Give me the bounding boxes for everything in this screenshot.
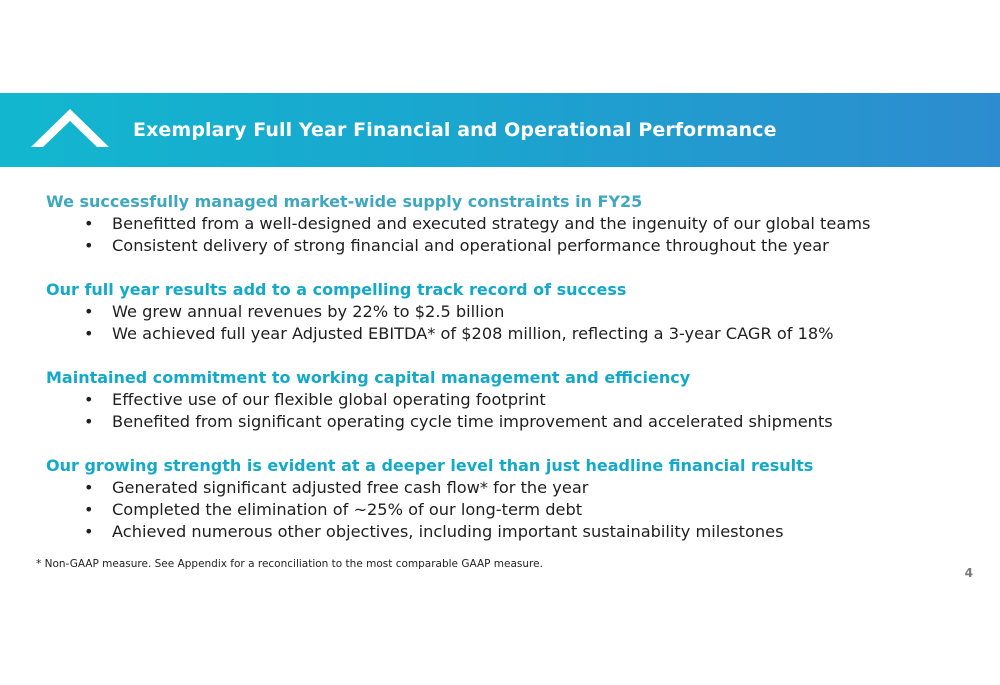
- bullet-text: We grew annual revenues by 22% to $2.5 billion: [112, 302, 505, 321]
- title-banner: [0, 93, 1000, 167]
- bullet-text: Benefitted from a well-designed and executed strategy and the ingenuity of our global teams: [112, 214, 871, 233]
- section-heading: We successfully managed market-wide supply constraints in FY25: [46, 192, 643, 211]
- section-heading: Our growing strength is evident at a deeper level than just headline financial results: [46, 456, 814, 475]
- chevron-up-logo-icon: [31, 107, 109, 147]
- bullet-item: [46, 499, 976, 521]
- bullet-dot: •: [84, 522, 94, 541]
- bullet-dot: •: [84, 214, 94, 233]
- section-supply-constraints: [46, 191, 976, 257]
- bullet-text: Generated significant adjusted free cash flow* for the year: [112, 478, 589, 497]
- bullet-dot: •: [84, 236, 94, 255]
- bullet-dot: •: [84, 324, 94, 343]
- bullet-dot: •: [84, 390, 94, 409]
- bullet-dot: •: [84, 302, 94, 321]
- bullet-list: [46, 301, 976, 345]
- bullet-text: Achieved numerous other objectives, including important sustainability milestones: [112, 522, 784, 541]
- bullet-list: [46, 389, 976, 433]
- section-growing-strength: [46, 455, 976, 543]
- bullet-list: [46, 477, 976, 543]
- bullet-item: [46, 389, 976, 411]
- bullet-list: [46, 213, 976, 257]
- section-heading: Maintained commitment to working capital management and efficiency: [46, 368, 691, 387]
- bullet-text: We achieved full year Adjusted EBITDA* of $208 million, reflecting a 3-year CAGR of 18%: [112, 324, 834, 343]
- bullet-dot: •: [84, 500, 94, 519]
- bullet-text: Benefited from significant operating cycle time improvement and accelerated shipments: [112, 412, 833, 431]
- bullet-item: [46, 301, 976, 323]
- page-number: 4: [964, 566, 973, 580]
- bullet-item: [46, 521, 976, 543]
- bullet-dot: •: [84, 478, 94, 497]
- bullet-text: Completed the elimination of ~25% of our long-term debt: [112, 500, 583, 519]
- bullet-item: [46, 411, 976, 433]
- footnote: * Non-GAAP measure. See Appendix for a reconciliation to the most comparable GAAP measure.: [36, 558, 543, 570]
- section-heading: Our full year results add to a compelling track record of success: [46, 280, 627, 299]
- section-working-capital: [46, 367, 976, 433]
- bullet-item: [46, 477, 976, 499]
- bullet-item: [46, 213, 976, 235]
- page-title: Exemplary Full Year Financial and Operational Performance: [133, 119, 777, 141]
- bullet-item: [46, 235, 976, 257]
- bullet-text: Effective use of our flexible global operating footprint: [112, 390, 546, 409]
- bullet-item: [46, 323, 976, 345]
- section-track-record: [46, 279, 976, 345]
- bullet-dot: •: [84, 412, 94, 431]
- bullet-text: Consistent delivery of strong financial and operational performance throughout the year: [112, 236, 829, 255]
- slide-content: [46, 191, 976, 565]
